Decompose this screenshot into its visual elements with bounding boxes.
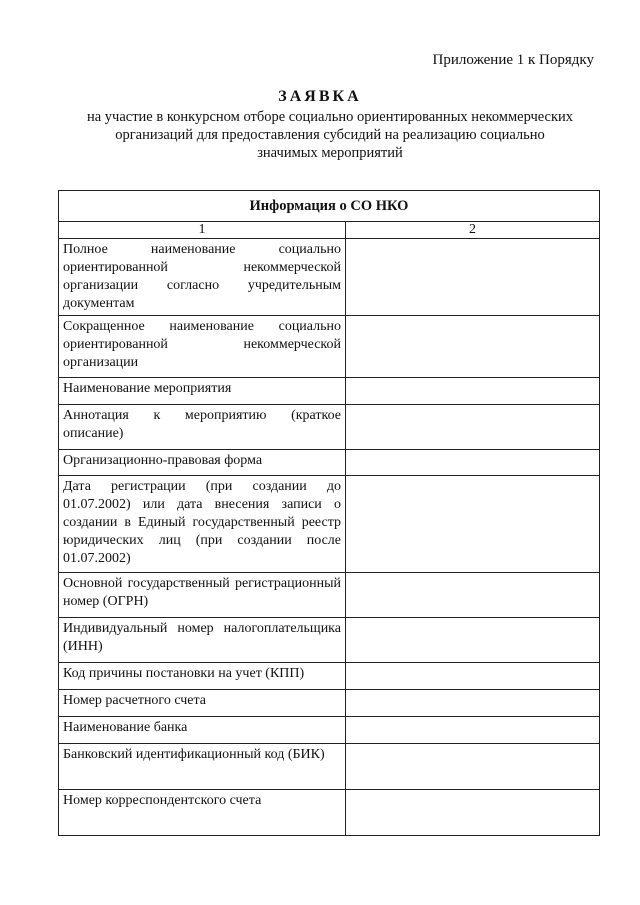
row-value-ogrn[interactable] <box>346 573 600 618</box>
table-row <box>59 744 600 790</box>
row-label-bank-name: Наименование банка <box>59 717 346 744</box>
table-row <box>59 239 600 316</box>
row-value-full-name[interactable] <box>346 239 600 316</box>
row-label-short-name: Сокращенное наименование социально ориентированной некоммерческой организации <box>59 316 346 378</box>
row-label-legal-form: Организационно-правовая форма <box>59 450 346 476</box>
table-row <box>59 450 600 476</box>
appendix-label: Приложение 1 к Порядку <box>432 52 594 68</box>
document-title: ЗАЯВКА <box>278 88 362 105</box>
table-row <box>59 790 600 836</box>
table-row <box>59 717 600 744</box>
row-value-kpp[interactable] <box>346 663 600 690</box>
row-label-account: Номер расчетного счета <box>59 690 346 717</box>
row-label-inn: Индивидуальный номер налогоплательщика (ИНН) <box>59 618 346 663</box>
table-row <box>59 690 600 717</box>
table-row <box>59 405 600 450</box>
row-value-event-name[interactable] <box>346 378 600 405</box>
row-value-inn[interactable] <box>346 618 600 663</box>
row-value-annotation[interactable] <box>346 405 600 450</box>
column-number-row <box>59 222 600 239</box>
row-value-legal-form[interactable] <box>346 450 600 476</box>
table-row <box>59 618 600 663</box>
row-label-registration-date: Дата регистрации (при создании до 01.07.2002) или дата внесения записи о создании в Единый государственный реестр юридических лиц (при создании после 01.07.2002) <box>59 476 346 573</box>
row-value-account[interactable] <box>346 690 600 717</box>
row-label-event-name: Наименование мероприятия <box>59 378 346 405</box>
table-row <box>59 573 600 618</box>
subtitle-line: на участие в конкурсном отборе социально ориентированных некоммерческих <box>86 109 574 125</box>
subtitle-line: значимых мероприятий <box>257 145 403 161</box>
subtitle-line: организаций для предоставления субсидий на реализацию социально <box>115 127 545 143</box>
row-label-ogrn: Основной государственный регистрационный номер (ОГРН) <box>59 573 346 618</box>
row-label-bik: Банковский идентификационный код (БИК) <box>59 744 346 790</box>
row-label-corr-account: Номер корреспондентского счета <box>59 790 346 836</box>
row-value-corr-account[interactable] <box>346 790 600 836</box>
row-label-kpp: Код причины постановки на учет (КПП) <box>59 663 346 690</box>
table-row <box>59 476 600 573</box>
row-value-bik[interactable] <box>346 744 600 790</box>
column-number-1: 1 <box>59 222 346 239</box>
table-row <box>59 378 600 405</box>
table-row <box>59 316 600 378</box>
document-subtitle <box>60 108 600 162</box>
table-header-row <box>59 191 600 222</box>
table-header: Информация о СО НКО <box>59 191 600 222</box>
row-value-bank-name[interactable] <box>346 717 600 744</box>
column-number-2: 2 <box>346 222 600 239</box>
nko-info-table <box>58 190 600 836</box>
table-row <box>59 663 600 690</box>
row-label-annotation: Аннотация к мероприятию (краткое описание) <box>59 405 346 450</box>
row-label-full-name: Полное наименование социально ориентированной некоммерческой организации согласно учредительным документам <box>59 239 346 316</box>
row-value-short-name[interactable] <box>346 316 600 378</box>
row-value-registration-date[interactable] <box>346 476 600 573</box>
